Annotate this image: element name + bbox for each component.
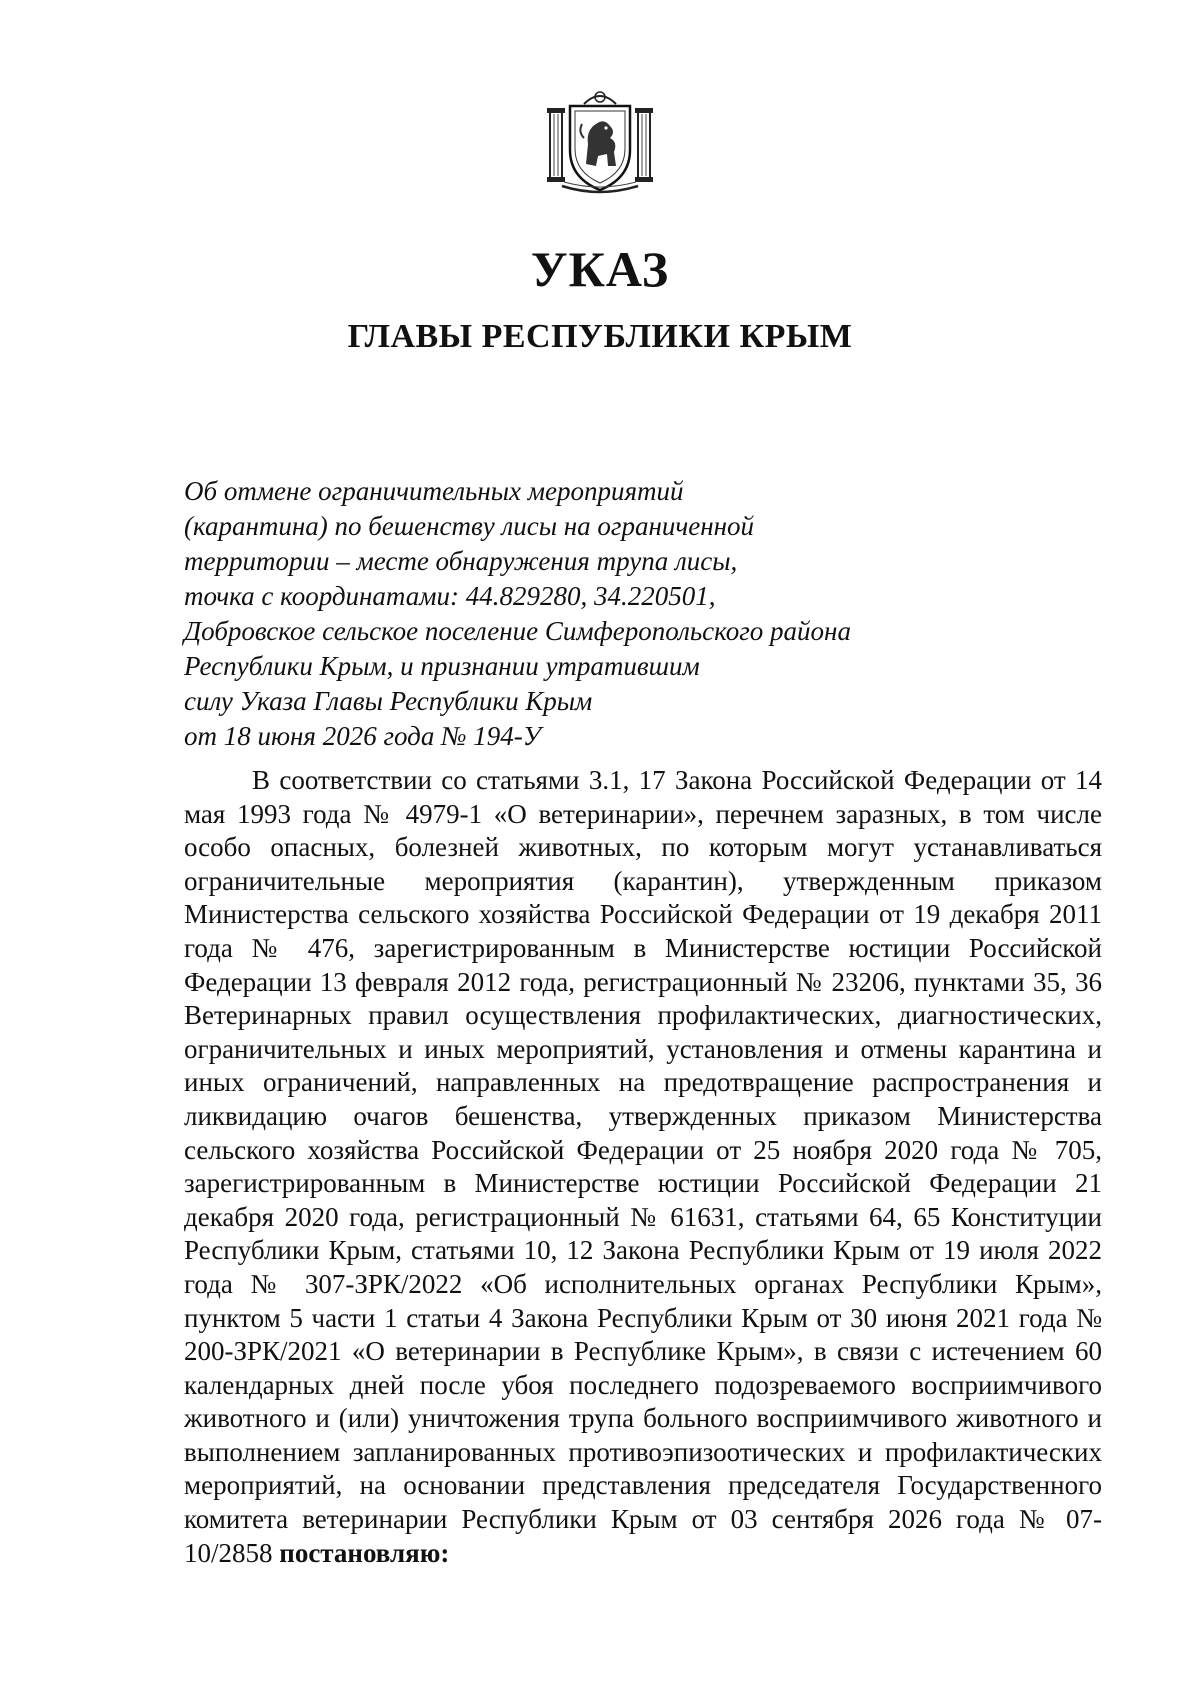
decree-word: постановляю: [279, 1537, 450, 1568]
body-text: В соответствии со статьями 3.1, 17 Закона Российской Федерации от 14 мая 1993 года № 4979-1 «О ветеринарии», перечнем заразных, в том числе особо опасных, болезней животных, по которым могут устанавливаться ограничительные мероприятия (карантин), утвержденным приказом Министерства сельского хозяйства Российской Федерации от 19 декабря 2011 года № 476, зарегистрированным в Министерстве юстиции Российской Федерации 13 февраля 2012 года, регистрационный № 23206, пунктами 35, 36 Ветеринарных правил осуществления профилактических, диагностических, ограничительных и иных мероприятий, установления и отмены карантина и иных ограничений, направленных на предотвращение распространения и ликвидацию очагов бешенства, утвержденных приказом Министерства сельского хозяйства Российской Федерации от 25 ноября 2020 года № 705, зарегистрированным в Министерстве юстиции Российской Федерации 21 декабря 2020 года, регистрационный № 61631, статьями 64, 65 Конституции Республики Крым, статьями 10, 12 Закона Республики Крым от 19 июля 2022 года № 307-ЗРК/2022 «Об исполнительных органах Республики Крым», пунктом 5 части 1 статьи 4 Закона Республики Крым от 30 июня 2021 года № 200-ЗРК/2021 «О ветеринарии в Республике Крым», в связи с истечением 60 календарных дней после убоя последнего подозреваемого восприимчивого животного и (или) уничтожения трупа больного восприимчивого животного и выполнением запланированных противоэпизоотических и профилактических мероприятий, на основании представления председателя Государственного комитета ветеринарии Республики Крым от 03 сентября 2026 года № 07-10/2858 [184, 765, 1102, 1568]
document-subtitle: ГЛАВЫ РЕСПУБЛИКИ КРЫМ [347, 318, 853, 355]
coat-of-arms-icon [544, 86, 656, 198]
heading-line: от 18 июня 2026 года № 194-У [184, 721, 541, 751]
heading-line: силу Указа Главы Республики Крым [184, 686, 593, 716]
document-body [184, 764, 1102, 1570]
heading-line: Об отмене ограничительных мероприятий [184, 476, 684, 506]
document-title: УКАЗ [530, 241, 670, 297]
document-heading [184, 474, 944, 754]
heading-line: Добровское сельское поселение Симферопольского района [184, 616, 851, 646]
heading-line: территории – месте обнаружения трупа лисы, [184, 546, 738, 576]
body-paragraph [184, 764, 1102, 1570]
heading-line: (карантина) по бешенству лисы на ограниченной [184, 511, 755, 541]
heading-line: Республики Крым, и признании утратившим [184, 651, 700, 681]
heading-line: точка с координатами: 44.829280, 34.220501, [184, 581, 716, 611]
